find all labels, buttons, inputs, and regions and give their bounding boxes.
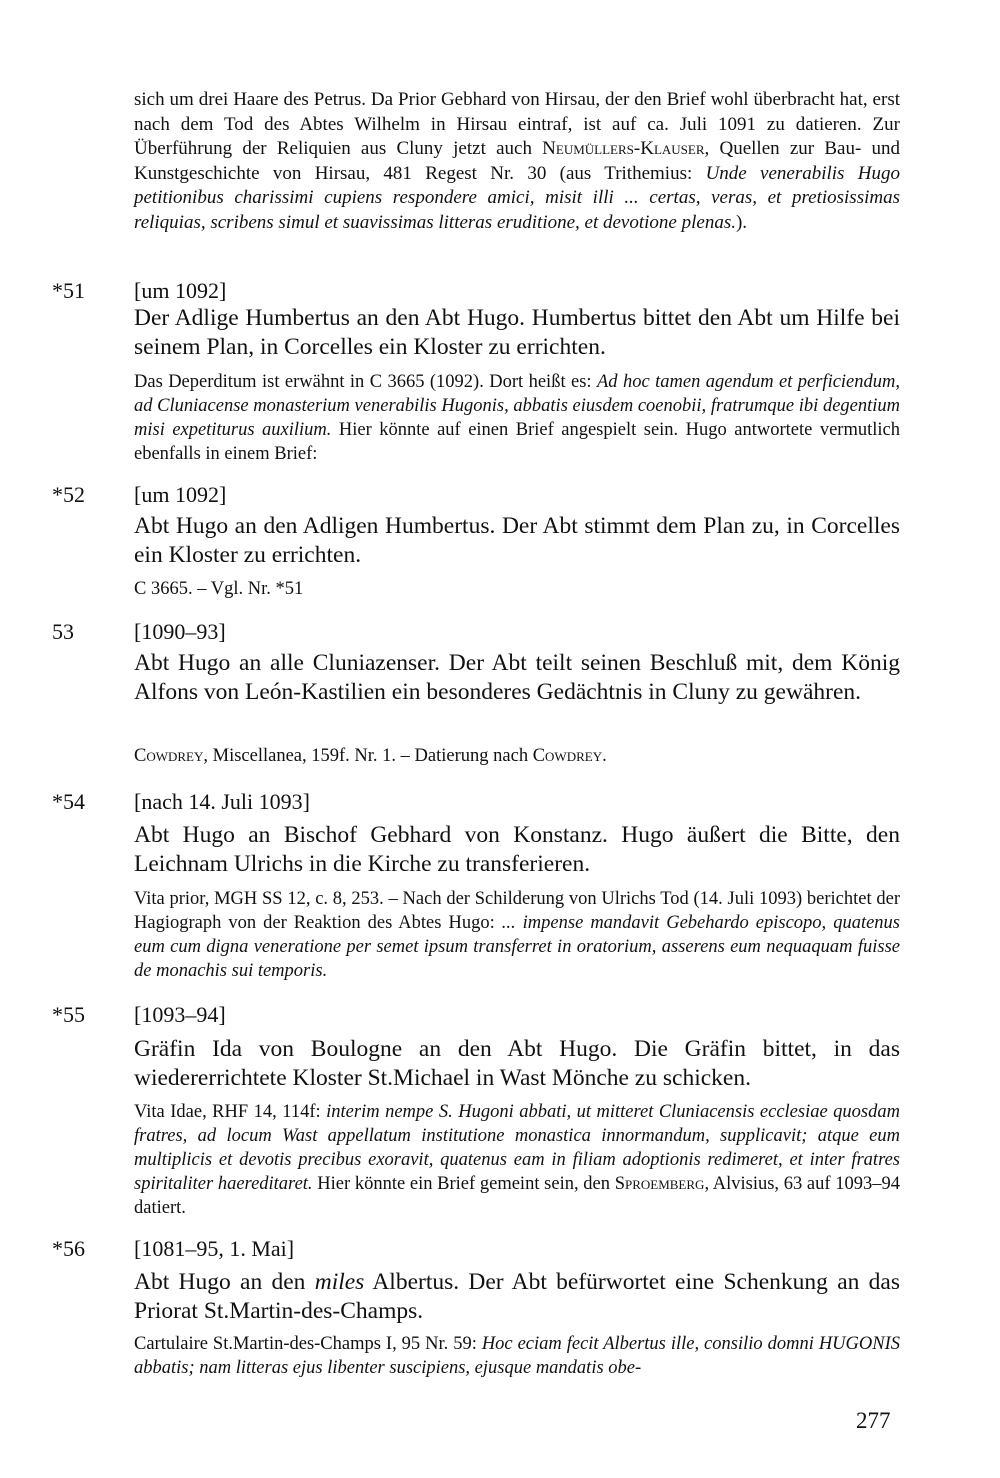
entry-summary: Abt Hugo an alle Cluniazenser. Der Abt teilt seinen Beschluß mit, dem König Alfons von León-Kastilien ein besonderes Gedächtnis in Cluny zu gewähren.: [134, 650, 900, 705]
entry-number: *56: [52, 1236, 85, 1261]
intro-latin-quote: Unde venerabilis Hugo petitionibus charissimi cupiens respondere amici, misit illi ... certas, veras, et pretiosissimas reliquias, scribens simul et suavissimas litteras eruditione, et devotione plenas.: [134, 162, 900, 233]
entry-date: [1081–95, 1. Mai]: [134, 1236, 295, 1261]
note-text-end: .: [602, 746, 607, 766]
entry-note: C 3665. – Vgl. Nr. *51: [134, 579, 304, 599]
note-latin-quote: ... impense mandavit Gebehardo episcopo, quatenus eum cum digna veneratione per semet ipsum transferret in oratorium, asserens eum nequaquam fuisse de monachis sui temporis.: [134, 913, 900, 981]
note-text-mid: Hier könnte ein Brief gemeint sein, den: [312, 1174, 615, 1194]
entry-date: [um 1092]: [134, 482, 227, 507]
note-latin-quote: Ad hoc tamen agendum et perficiendum, ad Cluniacense monasterium venerabilis Hugonis, abbatis eiusdem coenobii, fratrumque ibi degentium misi expetiturus auxilium.: [134, 372, 901, 440]
intro-paragraph: [134, 88, 900, 235]
page-number: 277: [856, 1408, 891, 1433]
summary-text-end: Albertus. Der Abt befürwortet eine Schenkung an das Priorat St.Martin-des-Champs.: [134, 1269, 900, 1324]
entry-number: 53: [52, 619, 74, 644]
intro-text-3: ).: [735, 211, 748, 233]
intro-text-1: sich um drei Haare des Petrus. Da Prior Gebhard von Hirsau, der den Brief wohl überbracht hat, erst nach dem Tod des Abtes Wilhelm in Hirsau eintraf, ist auf ca. Juli 1091 zu datieren. Zur Überführung der Reliquien aus Cluny jetzt auch: [134, 89, 900, 159]
note-text-end: , Alvisius, 63 auf 1093–94 datiert.: [134, 1174, 900, 1218]
entry-note: [134, 887, 900, 983]
entry-note: [134, 1100, 900, 1220]
entry-summary: Der Adlige Humbertus an den Abt Hugo. Humbertus bittet den Abt um Hilfe bei seinem Plan, in Corcelles ein Kloster zu errichten.: [134, 305, 900, 360]
note-latin-quote: interim nempe S. Hugoni abbati, ut mitteret Cluniacensis ecclesiae quosdam fratres, ad locum Wast appellatum institutione monastica innormandum, supplicavit; atque eum multiplicis et devotis precibus exoravit, quatenus eam in filiam adoptionis redimeret, et inter fratres spiritaliter haereditaret.: [134, 1102, 900, 1194]
entry-summary: [134, 1268, 900, 1326]
intro-text-2: , Quellen zur Bau- und Kunstgeschichte von Hirsau, 481 Regest Nr. 30 (aus Trithemius:: [134, 138, 900, 184]
entry-date: [um 1092]: [134, 278, 227, 303]
entry-date: [nach 14. Juli 1093]: [134, 789, 310, 814]
summary-text: Abt Hugo an den: [134, 1269, 315, 1295]
entry-number: *54: [52, 789, 85, 814]
note-text: Das Deperditum ist erwähnt in C 3665 (1092). Dort heißt es:: [134, 372, 597, 392]
note-latin-quote: Hoc eciam fecit Albertus ille, consilio domni HUGONIS abbatis; nam litteras ejus libenter suscipiens, ejusque mandatis obe-: [134, 1334, 901, 1378]
note-text: Vita prior, MGH SS 12, c. 8, 253. – Nach der Schilderung von Ulrichs Tod (14. Juli 1093) berichtet der Hagiograph von der Reaktion des Abtes Hugo:: [134, 889, 900, 933]
entry-note: [134, 1332, 900, 1380]
note-text: Vita Idae, RHF 14, 114f:: [134, 1102, 327, 1122]
note-author: Sproemberg: [614, 1174, 705, 1194]
entry-number: *52: [52, 482, 85, 507]
note-author: Cowdrey: [134, 746, 204, 766]
entry-note: [134, 370, 900, 466]
entry-date: [1093–94]: [134, 1002, 226, 1027]
note-text: , Miscellanea, 159f. Nr. 1. – Datierung nach: [203, 746, 533, 766]
entry-summary: Abt Hugo an Bischof Gebhard von Konstanz. Hugo äußert die Bitte, den Leichnam Ulrichs in die Kirche zu transferieren.: [134, 822, 900, 877]
entry-number: *55: [52, 1002, 85, 1027]
entry-note: [134, 744, 900, 768]
entry-date: [1090–93]: [134, 619, 226, 644]
summary-italic-term: miles: [314, 1269, 365, 1295]
entry-summary: Gräfin Ida von Boulogne an den Abt Hugo. Die Gräfin bittet, in das wiedererrichtete Kloster St.Michael in Wast Mönche zu schicken.: [134, 1036, 900, 1091]
note-author: Cowdrey: [532, 746, 603, 766]
intro-author: Neumüllers-Klauser: [542, 138, 705, 159]
entry-number: *51: [52, 278, 85, 303]
entry-summary: Abt Hugo an den Adligen Humbertus. Der Abt stimmt dem Plan zu, in Corcelles ein Kloster zu errichten.: [134, 513, 900, 568]
note-text-end: Hier könnte auf einen Brief angespielt sein. Hugo antwortete vermutlich ebenfalls in einem Brief:: [134, 420, 900, 464]
note-text: Cartulaire St.Martin-des-Champs I, 95 Nr. 59:: [134, 1334, 482, 1354]
